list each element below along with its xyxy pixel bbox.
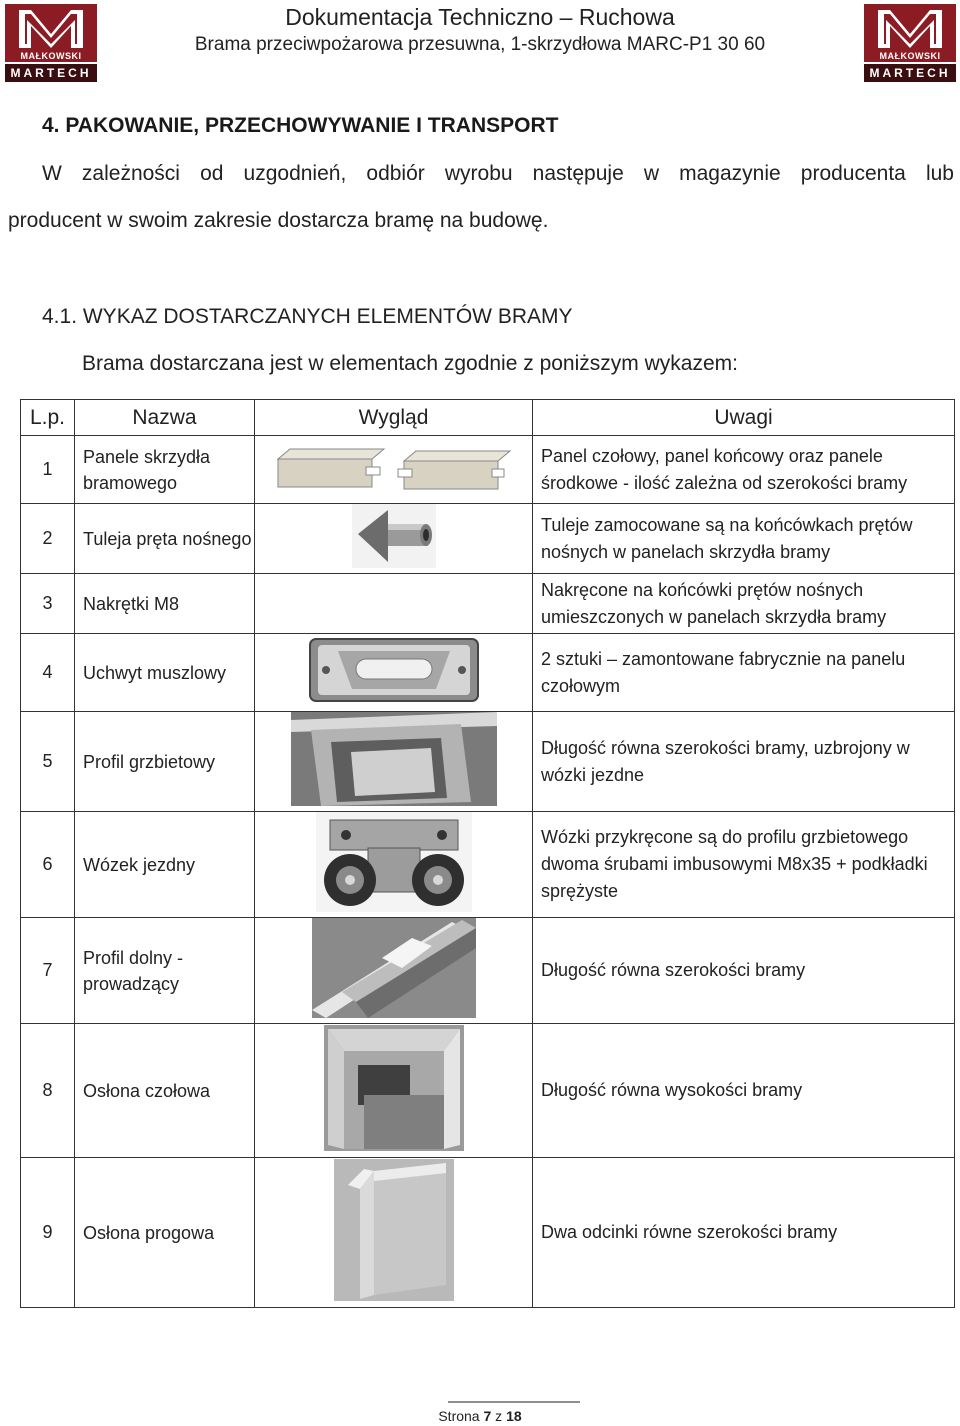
table-row (21, 812, 955, 918)
document-title: Dokumentacja Techniczno – Ruchowa (285, 4, 675, 30)
company-logo-right (864, 4, 956, 82)
paragraph-line: producent w swoim zakresie dostarcza bramę na budowę. (8, 209, 549, 232)
logo-text-bottom: MARTECH (864, 64, 956, 82)
row-name: Profil dolny - prowadzący (75, 918, 255, 1024)
table-row (21, 918, 955, 1024)
footer-total-pages: 18 (506, 1408, 522, 1424)
row-remarks: Dwa odcinki równe szerokości bramy (533, 1158, 955, 1308)
row-lp: 1 (21, 436, 75, 504)
page-footer (0, 1408, 960, 1424)
subsection-intro: Brama dostarczana jest w elementach zgodnie z poniższym wykazem: (82, 352, 738, 375)
row-name: Nakrętki M8 (75, 574, 255, 634)
row-lp: 2 (21, 504, 75, 574)
row-lp: 6 (21, 812, 75, 918)
panel-icon (255, 436, 533, 504)
paragraph-line: W zależności od uzgodnień, odbiór wyrobu następuje w magazynie producenta lub (42, 162, 954, 185)
row-name: Osłona progowa (75, 1158, 255, 1308)
company-logo (5, 4, 97, 82)
row-name: Tuleja pręta nośnego (75, 504, 255, 574)
page-header (0, 0, 960, 90)
threshold-cover-icon (255, 1158, 533, 1308)
row-name: Panele skrzydła bramowego (75, 436, 255, 504)
row-name: Osłona czołowa (75, 1024, 255, 1158)
logo-text-top: MAŁKOWSKI (11, 50, 91, 62)
footer-rule (0, 1400, 960, 1404)
row-remarks: Długość równa szerokości bramy (533, 918, 955, 1024)
table-header-row (21, 400, 955, 436)
footer-label: Strona (438, 1408, 480, 1424)
col-header-remarks: Uwagi (533, 400, 955, 436)
footer-page-number: 7 (483, 1408, 492, 1424)
row-remarks: Długość równa wysokości bramy (533, 1024, 955, 1158)
sleeve-icon (255, 504, 533, 574)
logo-text-bottom: MARTECH (5, 64, 97, 82)
bottom-profile-icon (255, 918, 533, 1024)
ridge-profile-icon (255, 712, 533, 812)
logo-text-top: MAŁKOWSKI (870, 50, 950, 62)
table-row (21, 574, 955, 634)
row-name: Profil grzbietowy (75, 712, 255, 812)
col-header-look: Wygląd (255, 400, 533, 436)
row-lp: 4 (21, 634, 75, 712)
col-header-name: Nazwa (75, 400, 255, 436)
table-row (21, 712, 955, 812)
row-name: Uchwyt muszlowy (75, 634, 255, 712)
subsection-heading: 4.1. WYKAZ DOSTARCZANYCH ELEMENTÓW BRAMY (42, 305, 573, 328)
row-lp: 3 (21, 574, 75, 634)
row-lp: 7 (21, 918, 75, 1024)
row-remarks: 2 sztuki – zamontowane fabrycznie na panelu czołowym (533, 634, 955, 712)
row-look-empty (255, 574, 533, 634)
front-cover-icon (255, 1024, 533, 1158)
table-row (21, 504, 955, 574)
row-lp: 9 (21, 1158, 75, 1308)
row-lp: 8 (21, 1024, 75, 1158)
row-remarks: Tuleje zamocowane są na końcówkach prętów nośnych w panelach skrzydła bramy (533, 504, 955, 574)
table-row (21, 1024, 955, 1158)
table-row (21, 436, 955, 504)
row-lp: 5 (21, 712, 75, 812)
table-row (21, 634, 955, 712)
row-remarks: Panel czołowy, panel końcowy oraz panele środkowe - ilość zależna od szerokości bramy (533, 436, 955, 504)
table-row (21, 1158, 955, 1308)
col-header-lp: L.p. (21, 400, 75, 436)
recessed-handle-icon (255, 634, 533, 712)
footer-of: z (495, 1408, 503, 1424)
trolley-icon (255, 812, 533, 918)
document-subtitle: Brama przeciwpożarowa przesuwna, 1-skrzydłowa MARC-P1 30 60 (194, 34, 766, 55)
row-remarks: Wózki przykręcone są do profilu grzbietowego dwoma śrubami imbusowymi M8x35 + podkładki sprężyste (533, 812, 955, 918)
row-name: Wózek jezdny (75, 812, 255, 918)
row-remarks: Nakręcone na końcówki prętów nośnych umieszczonych w panelach skrzydła bramy (533, 574, 955, 634)
items-table (20, 399, 955, 1308)
section-heading: 4. PAKOWANIE, PRZECHOWYWANIE I TRANSPORT (42, 114, 559, 137)
row-remarks: Długość równa szerokości bramy, uzbrojony w wózki jezdne (533, 712, 955, 812)
